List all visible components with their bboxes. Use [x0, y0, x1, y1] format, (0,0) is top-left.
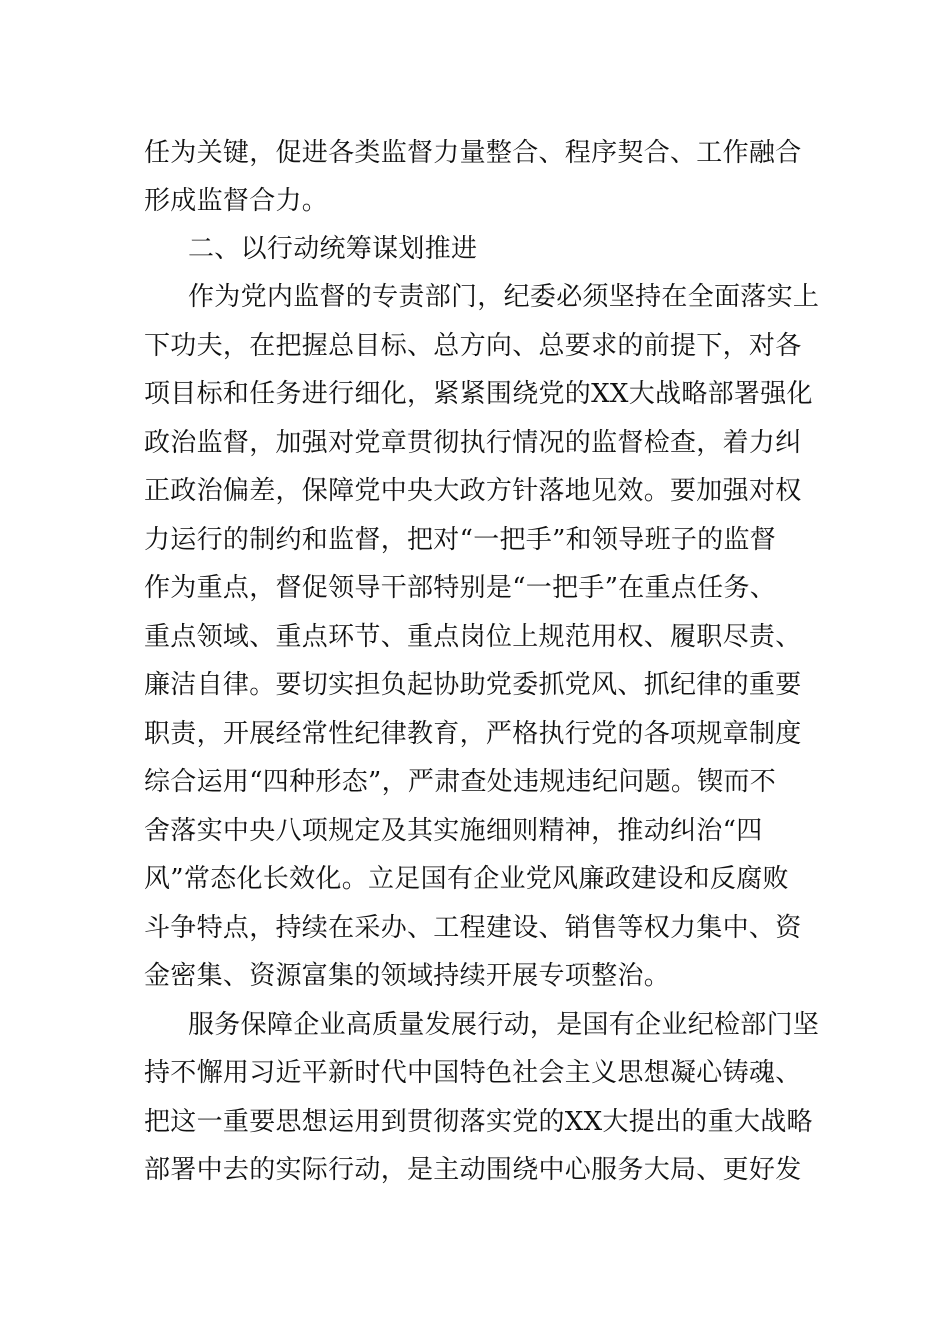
section-heading: 二、以行动统筹谋划推进: [188, 234, 478, 264]
text-line: 金密集、资源富集的领域持续开展专项整治。: [144, 961, 671, 991]
text-line: 斗争特点，持续在采办、工程建设、销售等权力集中、资: [144, 913, 802, 943]
text-line: 廉洁自律。要切实担负起协助党委抓党风、抓纪律的重要: [144, 670, 802, 700]
text-line: 项目标和任务进行细化，紧紧围绕党的XX大战略部署强化: [144, 379, 813, 409]
text-line: 政治监督，加强对党章贯彻执行情况的监督检查，着力纠: [144, 428, 802, 458]
text-line: 部署中去的实际行动，是主动围绕中心服务大局、更好发: [144, 1155, 802, 1185]
text-line: 重点领域、重点环节、重点岗位上规范用权、履职尽责、: [144, 622, 802, 652]
text-line: 正政治偏差，保障党中央大政方针落地见效。要加强对权: [144, 476, 802, 506]
text-line: 力运行的制约和监督，把对“一把手”和领导班子的监督: [144, 525, 777, 555]
text-line: 作为党内监督的专责部门，纪委必须坚持在全面落实上: [188, 282, 820, 312]
text-line: 形成监督合力。: [144, 186, 329, 216]
text-line: 服务保障企业高质量发展行动，是国有企业纪检部门坚: [188, 1010, 820, 1040]
text-line: 下功夫，在把握总目标、总方向、总要求的前提下，对各: [144, 331, 802, 361]
text-line: 风”常态化长效化。立足国有企业党风廉政建设和反腐败: [144, 864, 789, 894]
text-line: 把这一重要思想运用到贯彻落实党的XX大提出的重大战略: [144, 1107, 813, 1137]
text-line: 持不懈用习近平新时代中国特色社会主义思想凝心铸魂、: [144, 1058, 802, 1088]
text-line: 作为重点，督促领导干部特别是“一把手”在重点任务、: [144, 573, 777, 603]
text-line: 任为关键，促进各类监督力量整合、程序契合、工作融合: [144, 138, 802, 168]
text-line: 舍落实中央八项规定及其实施细则精神，推动纠治“四: [144, 816, 763, 846]
text-line: 职责，开展经常性纪律教育，严格执行党的各项规章制度: [144, 719, 802, 749]
text-line: 综合运用“四种形态”，严肃查处违规违纪问题。锲而不: [144, 767, 777, 797]
